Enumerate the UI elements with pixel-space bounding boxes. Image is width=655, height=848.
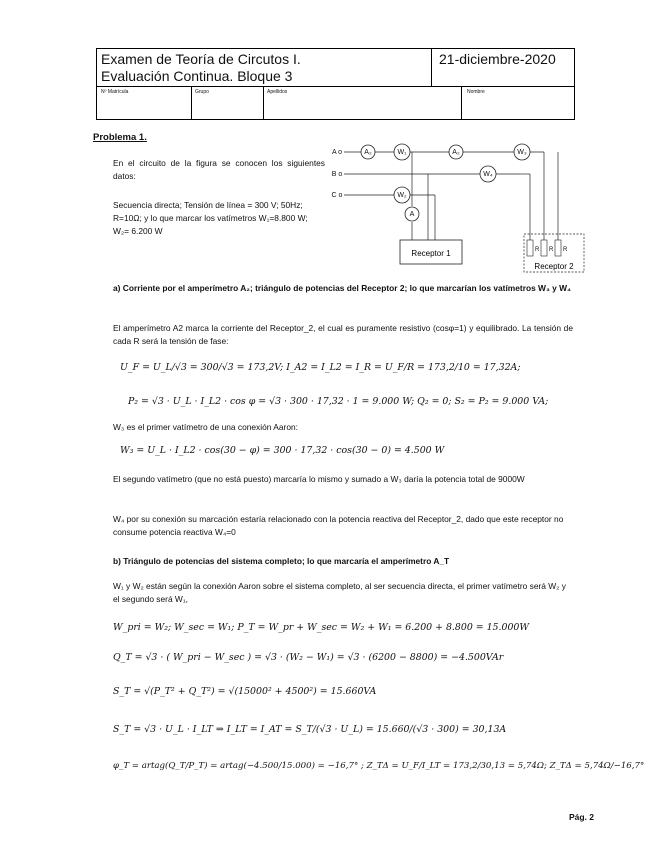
field-grupo: Grupo (195, 89, 209, 95)
part-b-eq2: Q_T = √3 · ( W_pri − W_sec ) = √3 · (W₂ − W₁) = √3 · (6200 − 8800) = −4.500VAr (113, 652, 504, 663)
part-a-question: a) Corriente por el amperímetro A₂; triángulo de potencias del Receptor 2; lo que marcarían los vatímetros W₃ y W₄ (113, 283, 572, 293)
part-b-text1: W₁ y W₂ están según la conexión Aaron sobre el sistema completo, al ser secuencia directa, el primer vatímetro será W₂ y el segundo será W₁, (113, 581, 566, 604)
exam-title: Examen de Teoría de Circutos I. Evaluación Continua. Bloque 3 (101, 51, 301, 84)
field-apellidos: Apellidos (267, 89, 288, 95)
line-a-label: A o (331, 149, 343, 156)
wattmeter-w3: W₃ (517, 149, 527, 156)
receptor1-label: Receptor 1 (411, 249, 451, 258)
ammeter-a2-b: A₂ (452, 149, 460, 156)
ammeter-a2: A₂ (364, 149, 372, 156)
field-nombre: Nombre (467, 89, 485, 95)
part-a-text2: W₃ es el primer vatímetro de una conexión Aaron: (113, 422, 298, 432)
part-a-eq3: W₃ = U_L · I_L2 · cos(30 − φ) = 300 · 17,32 · cos(30 − 0) = 4.500 W (120, 445, 445, 456)
part-b-question: b) Triángulo de potencias del sistema completo; lo que marcaría el amperímetro A_T (113, 556, 450, 566)
problem-data: Secuencia directa; Tensión de línea = 300 V; 50Hz; R=10Ω; y lo que marcar los vatímetros W₁=8.800 W; W₂= 6.200 W (113, 200, 308, 236)
resistor-r2: R (549, 247, 554, 253)
resistor-r1: R (535, 247, 540, 253)
line-c-label: C o (331, 192, 343, 199)
problem-heading: Problema 1. (93, 132, 147, 143)
wattmeter-w4: W₄ (483, 171, 493, 178)
ammeter-at: A (409, 211, 415, 218)
part-b-eq3: S_T = √(P_T² + Q_T²) = √(15000² + 4500²) = 15.660VA (113, 686, 377, 697)
part-a-text4: W₄ por su conexión su marcación estaría relacionado con la potencia reactiva del Receptor_2, dado que este receptor no consume potencia reactiva W₄=0 (113, 514, 564, 537)
receptor2-label: Receptor 2 (534, 262, 574, 271)
part-a-eq2: P₂ = √3 · U_L · I_L2 · cos φ = √3 · 300 · 17,32 · 1 = 9.000 W; Q₂ = 0; S₂ = P₂ = 9.000 VA; (128, 396, 549, 407)
line-b-label: B o (331, 171, 343, 178)
header-separator (97, 86, 574, 87)
page-number: Pág. 2 (569, 812, 595, 822)
exam-header (96, 48, 575, 120)
exam-date: 21-diciembre-2020 (439, 51, 556, 67)
part-b-eq5: φ_T = artag(Q_T/P_T) = artag(−4.500/15.000) = −16,7° ; Z_TΔ = U_F/I_LT = 173,2/30,13 = 5,74Ω; Z_TΔ = 5,74Ω/−16,7° (113, 761, 645, 771)
circuit-diagram (330, 128, 592, 276)
wattmeter-w2: W₂ (397, 192, 407, 199)
resistor-r3: R (563, 247, 568, 253)
part-a-text1: El amperímetro A2 marca la corriente del Receptor_2, el cual es puramente resistivo (cosφ=1) y equilibrado. La tensión de cada R será la tensión de fase: (113, 323, 573, 346)
problem-intro: En el circuito de la figura se conocen los siguientes datos: (113, 158, 325, 181)
part-b-eq1: W_pri = W₂; W_sec = W₁; P_T = W_pr + W_sec = W₂ + W₁ = 6.200 + 8.800 = 15.000W (113, 622, 530, 633)
field-matricula: Nº Matrícula (101, 89, 129, 95)
wattmeter-w1: W₁ (397, 149, 407, 156)
part-b-eq4: S_T = √3 · U_L · I_LT ⇒ I_LT = I_AT = S_T/(√3 · U_L) = 15.660/(√3 · 300) = 30,13A (113, 724, 507, 735)
part-a-eq1: U_F = U_L/√3 = 300/√3 = 173,2V; I_A2 = I_L2 = I_R = U_F/R = 173,2/10 = 17,32A; (120, 362, 521, 373)
part-a-text3: El segundo vatímetro (que no está puesto) marcaría lo mismo y sumado a W₃ daría la potencia total de 9000W (113, 474, 525, 484)
header-divider (431, 49, 432, 87)
